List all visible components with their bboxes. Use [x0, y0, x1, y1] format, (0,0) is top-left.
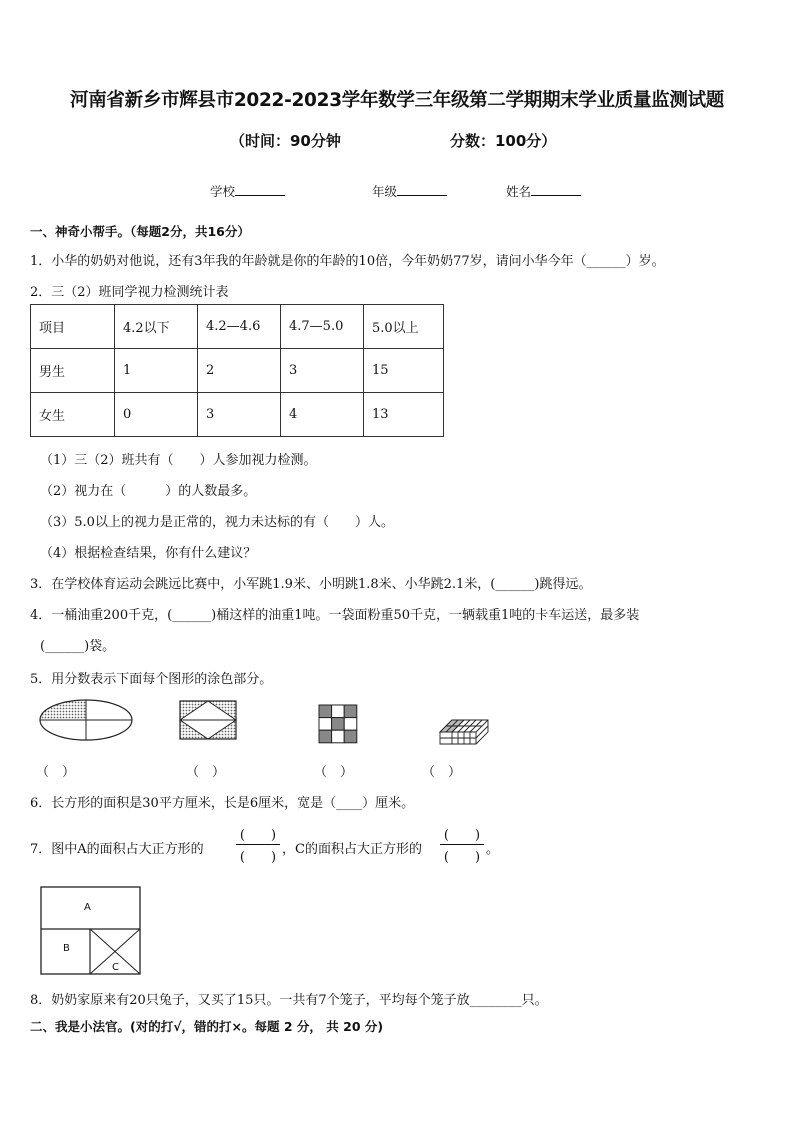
question-7-pre: 7．图中A的面积占大正方形的 — [30, 842, 204, 857]
q5-answer-2[interactable]: （ ） — [186, 765, 226, 780]
table-cell: 4.2以下 — [115, 305, 198, 349]
q7-fraction-c[interactable]: ( ) ( ) — [440, 824, 484, 865]
question-2-sub3: （3）5.0以上的视力是正常的，视力未达标的有（ ）人。 — [40, 515, 394, 530]
stacked-bars-figure — [438, 706, 490, 746]
table-cell: 男生 — [31, 349, 115, 393]
rhombus-rectangle-figure — [179, 700, 237, 740]
grade-field[interactable] — [372, 182, 447, 200]
page-title: 河南省新乡市辉县市2022-2023学年数学三年级第二学期期末学业质量监测试题 — [70, 90, 724, 111]
table-cell: 13 — [364, 393, 444, 437]
q5-answer-3[interactable]: （ ） — [314, 765, 354, 780]
ellipse-figure — [38, 698, 134, 742]
question-2-sub1: （1）三（2）班共有（ ）人参加视力检测。 — [40, 453, 317, 468]
exam-score: 分数：100分） — [450, 132, 557, 150]
table-cell: 4 — [281, 393, 364, 437]
q7-fraction-a[interactable]: ( ) ( ) — [236, 824, 280, 865]
question-5: 5．用分数表示下面每个图形的涂色部分。 — [30, 672, 273, 687]
question-3: 3．在学校体育运动会跳远比赛中，小军跳1.9米、小明跳1.8米、小华跳2.1米，(______)跳得远。 — [30, 577, 592, 592]
table-cell: 15 — [364, 349, 444, 393]
figure-label-a: A — [84, 902, 91, 913]
table-row — [31, 393, 444, 437]
section1-heading: 一、神奇小帮手。（每题2分，共16分） — [30, 224, 250, 239]
section2-heading: 二、我是小法官。(对的打√，错的打×。每题 2 分， 共 20 分) — [30, 1019, 384, 1034]
q5-answer-1[interactable]: （ ） — [36, 765, 76, 780]
question-7-mid: ，C的面积占大正方形的 — [282, 842, 422, 857]
school-label: 学校 — [210, 184, 236, 199]
table-header-row — [31, 305, 444, 349]
table-cell: 项目 — [31, 305, 115, 349]
question-8: 8．奶奶家原来有20只兔子，又买了15只。一共有7个笼子，平均每个笼子放________只。 — [30, 993, 548, 1008]
question-7-post: 。 — [486, 842, 500, 857]
table-cell: 2 — [198, 349, 281, 393]
table-cell: 女生 — [31, 393, 115, 437]
question-4-line2: (______)袋。 — [40, 639, 116, 654]
table-row — [31, 349, 444, 393]
name-field[interactable] — [506, 182, 581, 200]
grid-figure — [318, 704, 358, 744]
figure-label-c: C — [112, 962, 119, 973]
table-cell: 3 — [281, 349, 364, 393]
school-field[interactable] — [210, 182, 285, 200]
table-cell: 4.2—4.6 — [198, 305, 281, 349]
name-label: 姓名 — [506, 184, 532, 199]
table-cell: 0 — [115, 393, 198, 437]
question-2-sub4: （4）根据检查结果，你有什么建议？ — [40, 546, 257, 561]
table-cell: 5.0以上 — [364, 305, 444, 349]
table-cell: 3 — [198, 393, 281, 437]
question-2: 2．三（2）班同学视力检测统计表 — [30, 285, 229, 300]
table-cell: 1 — [115, 349, 198, 393]
exam-time: （时间：90分钟 — [230, 132, 341, 150]
table-cell: 4.7—5.0 — [281, 305, 364, 349]
question-4: 4．一桶油重200千克，(______)桶这样的油重1吨。一袋面粉重50千克，一辆载重1吨的卡车运送，最多装 — [30, 608, 640, 623]
square-figure — [40, 886, 142, 976]
q5-answer-4[interactable]: （ ） — [422, 765, 462, 780]
grade-label: 年级 — [372, 184, 398, 199]
vision-table — [30, 304, 444, 437]
question-6: 6．长方形的面积是30平方厘米，长是6厘米，宽是（____）厘米。 — [30, 796, 415, 811]
question-2-sub2: （2）视力在（ ）的人数最多。 — [40, 484, 257, 499]
figure-label-b: B — [63, 943, 70, 954]
question-1: 1．小华的奶奶对他说，还有3年我的年龄就是你的年龄的10倍，今年奶奶77岁，请问小华今年（______）岁。 — [30, 254, 665, 269]
